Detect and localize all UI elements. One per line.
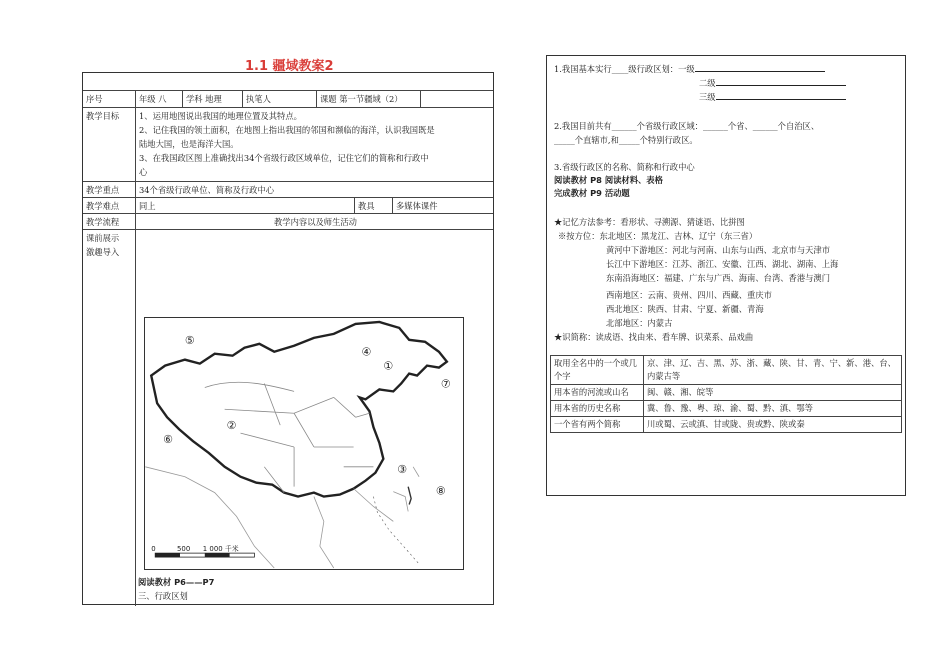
table-row xyxy=(551,385,902,401)
marker-4: ④ xyxy=(361,345,372,359)
intro-label-line1: 课前展示 xyxy=(86,233,120,243)
process-header: 教学内容以及师生活动 xyxy=(274,217,357,227)
tools-label: 教具 xyxy=(355,197,393,213)
memory-method: ★记忆方法参考：看形状、寻溯源、猜谜语、比拼图 xyxy=(554,217,745,227)
q2b-line: _____个直辖市,和_____个特别行政区。 xyxy=(554,135,698,145)
scale-bar-fill xyxy=(205,553,230,557)
table-blank-row xyxy=(83,73,493,91)
blank-level1[interactable] xyxy=(695,62,825,72)
abbreviation-table xyxy=(550,355,902,433)
q1b-text: 二级 xyxy=(699,78,716,88)
key-content: 34个省级行政单位、简称及行政中心 xyxy=(139,185,275,195)
col-number: 序号 xyxy=(83,90,136,107)
difficulty-content: 同上 xyxy=(136,197,355,213)
tools-content: 多媒体课件 xyxy=(396,201,438,211)
grade-cell: 年级 八 xyxy=(136,90,183,107)
goal-line: 心 xyxy=(139,167,148,177)
map-drawing xyxy=(145,318,463,569)
abbr-method: ★识简称：读成语、找由来、看车牌、识菜系、品戏曲 xyxy=(554,332,754,342)
table-cell-examples: 冀、鲁、豫、粤、琼、渝、蜀、黔、滇、鄂等 xyxy=(644,401,902,417)
intro-label xyxy=(83,229,136,606)
difficulty-row xyxy=(83,197,493,214)
china-outline-map xyxy=(144,317,464,570)
goal-line: 2、记住我国的领土面积，在地图上指出我国的邻国和濒临的海洋，认识我国既是 xyxy=(139,125,435,135)
table-row xyxy=(551,417,902,433)
goals-label: 教学目标 xyxy=(83,107,136,181)
document-title: 1.1 疆域教案2 xyxy=(245,59,334,74)
process-label: 教学流程 xyxy=(83,213,136,229)
marker-2: ② xyxy=(226,419,237,433)
section-admin-division: 三、行政区划 xyxy=(138,591,188,601)
difficulty-label: 教学难点 xyxy=(83,197,136,213)
region-line: 长江中下游地区：江苏、浙江、安徽、江西、湖北、湖南、上海 xyxy=(606,259,839,269)
table-cell-rule: 用本省的历史名称 xyxy=(551,401,644,417)
region-line: 西北地区：陕西、甘肃、宁夏、新疆、青海 xyxy=(606,304,764,314)
q1-text: 1.我国基本实行____级行政区划：一级 xyxy=(554,64,695,74)
scale-label-1000: 1 000 千米 xyxy=(202,545,239,554)
marker-8: ⑧ xyxy=(435,484,446,498)
subject-cell: 学科 地理 xyxy=(183,90,243,107)
exercise-panel xyxy=(546,55,906,496)
region-line: 西南地区：云南、贵州、四川、西藏、重庆市 xyxy=(606,290,772,300)
goals-row xyxy=(83,107,493,182)
table-cell-examples: 京、津、辽、吉、黑、苏、浙、藏、陕、甘、青、宁、新、港、台、内蒙古等 xyxy=(644,356,902,385)
scale-bar-fill xyxy=(155,553,180,557)
table-cell-rule: 一个省有两个简称 xyxy=(551,417,644,433)
table-cell-rule: 用本省的河流或山名 xyxy=(551,385,644,401)
table-cell-examples: 川或蜀、云或滇、甘或陇、贵或黔、陕或秦 xyxy=(644,417,902,433)
region-line: 东南沿海地区：福建、广东与广西、海南、台湾、香港与澳门 xyxy=(606,273,831,283)
table-row xyxy=(551,401,902,417)
goal-line: 3、在我国政区图上准确找出34个省级行政区域单位，记住它们的简称和行政中 xyxy=(139,153,429,163)
q3-line: 3.省级行政区的名称、简称和行政中心 xyxy=(554,162,695,172)
table-cell-rule: 取用全名中的一个或几个字 xyxy=(551,356,644,385)
scale-label-0: 0 xyxy=(151,545,156,554)
scale-label-500: 500 xyxy=(177,545,191,554)
q2a-line: 2.我国目前共有______个省级行政区域：______个省、______个自治区、 xyxy=(554,121,820,131)
marker-5: ⑤ xyxy=(184,333,195,347)
marker-7: ⑦ xyxy=(440,377,451,391)
table-row xyxy=(551,356,902,385)
q1c-line xyxy=(699,90,846,103)
q1c-text: 三级 xyxy=(699,92,716,102)
q1b-line xyxy=(699,76,846,89)
goals-content xyxy=(136,107,495,181)
region-line: 北部地区：内蒙古 xyxy=(606,318,673,328)
marker-1: ① xyxy=(383,359,394,373)
table-cell-examples: 闽、赣、湘、皖等 xyxy=(644,385,902,401)
marker-3: ③ xyxy=(397,462,408,476)
goal-line: 1、运用地图说出我国的地理位置及其特点。 xyxy=(139,111,302,121)
region-line: 黄河中下游地区：河北与河南、山东与山西、北京市与天津市 xyxy=(606,245,831,255)
intro-label-line2: 激趣导入 xyxy=(86,247,120,257)
activity-p9: 完成教材 P9 活动题 xyxy=(554,188,630,198)
key-row xyxy=(83,181,493,198)
region-northeast: ※按方位：东北地区：黑龙江、吉林、辽宁（东三省） xyxy=(558,231,758,241)
blank-cell xyxy=(421,90,495,107)
marker-6: ⑥ xyxy=(163,433,173,447)
q1-line xyxy=(554,62,825,75)
read-textbook-p6: 阅读教材 P6——P7 xyxy=(138,577,215,587)
header-row xyxy=(83,90,493,108)
author-cell: 执笔人 xyxy=(243,90,317,107)
goal-line: 陆地大国，也是海洋大国。 xyxy=(139,139,239,149)
key-label: 教学重点 xyxy=(83,181,136,197)
blank-level3[interactable] xyxy=(716,90,846,100)
read-textbook-p8: 阅读教材 P8 阅读材料、表格 xyxy=(554,175,663,185)
process-row xyxy=(83,213,493,230)
lesson-cell: 课题 第一节疆域（2） xyxy=(317,90,421,107)
blank-level2[interactable] xyxy=(716,76,846,86)
